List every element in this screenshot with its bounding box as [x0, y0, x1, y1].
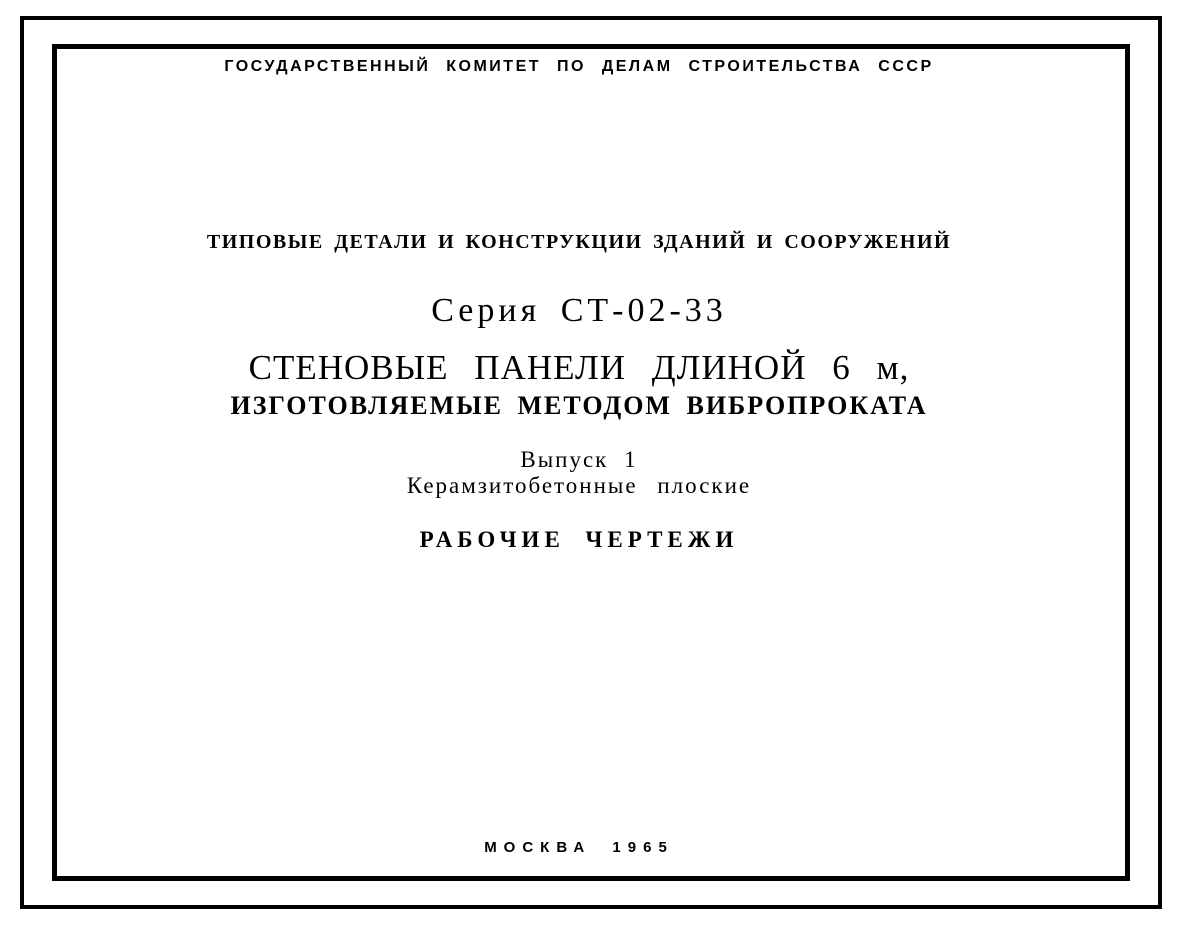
imprint-line: МОСКВА 1965	[484, 839, 674, 856]
series-number-line: Серия СТ-02-33	[431, 292, 727, 329]
main-title-line-1: СТЕНОВЫЕ ПАНЕЛИ ДЛИНОЙ 6 м,	[248, 348, 910, 387]
document-type-line: РАБОЧИЕ ЧЕРТЕЖИ	[419, 527, 739, 552]
issue-subtitle-line: Керамзитобетонные плоские	[406, 473, 752, 498]
series-header-line: ТИПОВЫЕ ДЕТАЛИ И КОНСТРУКЦИИ ЗДАНИЙ И СООРУЖЕНИЙ	[206, 231, 952, 253]
main-title-line-2: ИЗГОТОВЛЯЕМЫЕ МЕТОДОМ ВИБРОПРОКАТА	[230, 391, 928, 420]
organization-line: ГОСУДАРСТВЕННЫЙ КОМИТЕТ ПО ДЕЛАМ СТРОИТЕЛЬСТВА СССР	[224, 58, 934, 75]
issue-number-line: Выпуск 1	[520, 447, 638, 472]
